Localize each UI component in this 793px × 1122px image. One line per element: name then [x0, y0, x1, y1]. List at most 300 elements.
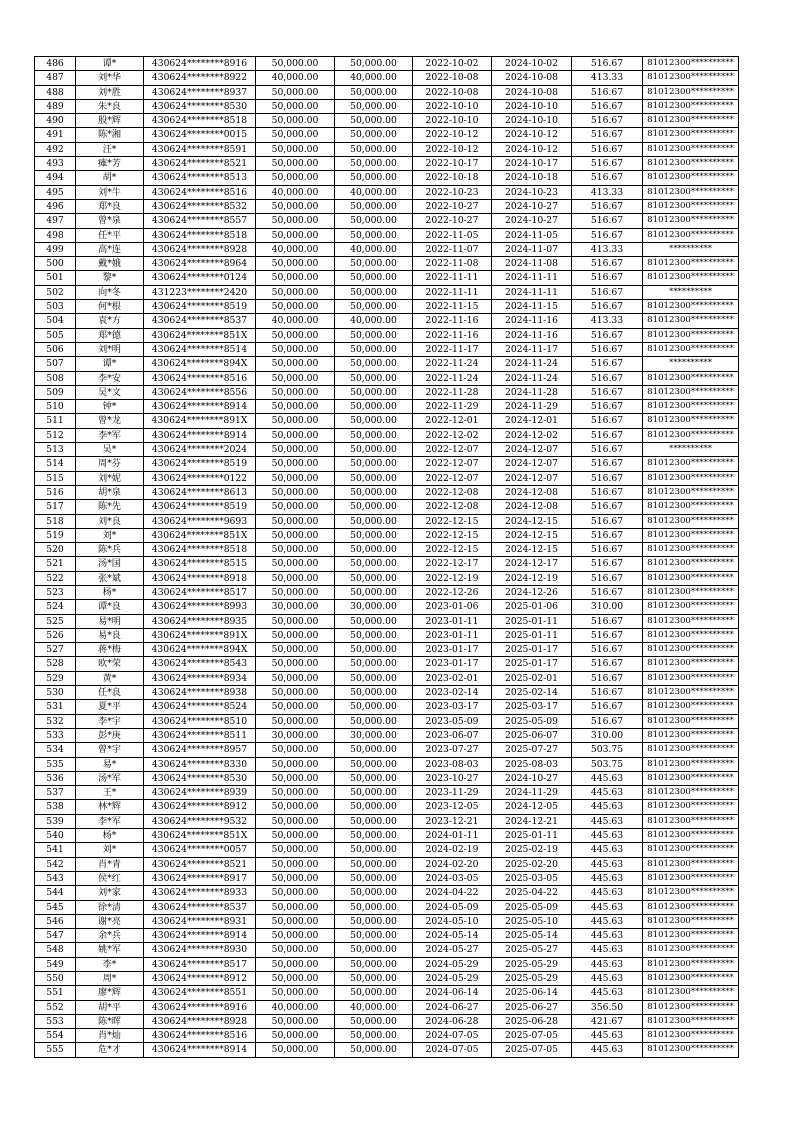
- account-cell: 81012300**********: [643, 929, 739, 943]
- end-date-cell: 2024-11-24: [492, 371, 572, 385]
- account-cell: 81012300**********: [643, 257, 739, 271]
- end-date-cell: 2024-10-02: [492, 57, 572, 71]
- interest-cell: 516.67: [572, 443, 643, 457]
- balance-cell: 50,000.00: [335, 1014, 413, 1028]
- loan-amount-cell: 50,000.00: [256, 585, 335, 599]
- id-number-cell: 430624********8928: [144, 1014, 256, 1028]
- account-cell: 81012300**********: [643, 914, 739, 928]
- id-number-cell: 430624********8916: [144, 1000, 256, 1014]
- id-number-cell: 430624********8518: [144, 114, 256, 128]
- name-cell: 陈*兵: [76, 543, 144, 557]
- name-cell: 任*平: [76, 228, 144, 242]
- table-row: [35, 271, 739, 285]
- id-number-cell: 430624********8543: [144, 657, 256, 671]
- name-cell: 高*连: [76, 242, 144, 256]
- start-date-cell: 2022-10-27: [413, 199, 492, 213]
- row-number: 518: [35, 514, 76, 528]
- end-date-cell: 2024-12-19: [492, 571, 572, 585]
- table-row: [35, 857, 739, 871]
- row-number: 509: [35, 385, 76, 399]
- end-date-cell: 2024-11-11: [492, 285, 572, 299]
- interest-cell: 516.67: [572, 371, 643, 385]
- interest-cell: 516.67: [572, 643, 643, 657]
- account-cell: 81012300**********: [643, 300, 739, 314]
- start-date-cell: 2024-06-28: [413, 1014, 492, 1028]
- table-row: [35, 714, 739, 728]
- end-date-cell: 2024-10-12: [492, 128, 572, 142]
- table-row: [35, 814, 739, 828]
- id-number-cell: 430624********8918: [144, 571, 256, 585]
- interest-cell: 516.67: [572, 585, 643, 599]
- table-row: [35, 300, 739, 314]
- interest-cell: 445.63: [572, 929, 643, 943]
- id-number-cell: 430624********8938: [144, 686, 256, 700]
- interest-cell: 516.67: [572, 114, 643, 128]
- end-date-cell: 2025-05-27: [492, 943, 572, 957]
- account-cell: **********: [643, 285, 739, 299]
- account-cell: 81012300**********: [643, 371, 739, 385]
- balance-cell: 50,000.00: [335, 628, 413, 642]
- row-number: 515: [35, 471, 76, 485]
- interest-cell: 516.67: [572, 171, 643, 185]
- account-cell: 81012300**********: [643, 857, 739, 871]
- id-number-cell: 430624********8521: [144, 157, 256, 171]
- table-row: [35, 500, 739, 514]
- account-cell: 81012300**********: [643, 471, 739, 485]
- account-cell: 81012300**********: [643, 700, 739, 714]
- balance-cell: 50,000.00: [335, 142, 413, 156]
- row-number: 496: [35, 199, 76, 213]
- row-number: 537: [35, 786, 76, 800]
- interest-cell: 445.63: [572, 957, 643, 971]
- account-cell: 81012300**********: [643, 428, 739, 442]
- table-row: [35, 1014, 739, 1028]
- account-cell: 81012300**********: [643, 972, 739, 986]
- interest-cell: 516.67: [572, 614, 643, 628]
- start-date-cell: 2024-05-29: [413, 972, 492, 986]
- end-date-cell: 2025-05-10: [492, 914, 572, 928]
- account-cell: 81012300**********: [643, 728, 739, 742]
- interest-cell: 516.67: [572, 686, 643, 700]
- start-date-cell: 2022-10-08: [413, 71, 492, 85]
- interest-cell: 516.67: [572, 628, 643, 642]
- interest-cell: 516.67: [572, 157, 643, 171]
- interest-cell: 516.67: [572, 471, 643, 485]
- name-cell: 蒋*梅: [76, 643, 144, 657]
- balance-cell: 50,000.00: [335, 57, 413, 71]
- name-cell: 彭*庚: [76, 728, 144, 742]
- account-cell: 81012300**********: [643, 1043, 739, 1057]
- balance-cell: 50,000.00: [335, 1029, 413, 1043]
- table-row: [35, 528, 739, 542]
- row-number: 523: [35, 585, 76, 599]
- start-date-cell: 2022-11-15: [413, 300, 492, 314]
- balance-cell: 50,000.00: [335, 671, 413, 685]
- interest-cell: 413.33: [572, 71, 643, 85]
- id-number-cell: 430624********8537: [144, 900, 256, 914]
- loan-amount-cell: 50,000.00: [256, 300, 335, 314]
- row-number: 534: [35, 743, 76, 757]
- name-cell: 汤*国: [76, 557, 144, 571]
- id-number-cell: 430624********0124: [144, 271, 256, 285]
- table-row: [35, 871, 739, 885]
- table-row: [35, 543, 739, 557]
- row-number: 530: [35, 686, 76, 700]
- interest-cell: 516.67: [572, 714, 643, 728]
- balance-cell: 50,000.00: [335, 199, 413, 213]
- loan-amount-cell: 50,000.00: [256, 99, 335, 113]
- balance-cell: 50,000.00: [335, 157, 413, 171]
- table-row: [35, 829, 739, 843]
- interest-cell: 445.63: [572, 914, 643, 928]
- end-date-cell: 2025-05-14: [492, 929, 572, 943]
- loan-amount-cell: 50,000.00: [256, 214, 335, 228]
- end-date-cell: 2025-01-17: [492, 657, 572, 671]
- loan-amount-cell: 50,000.00: [256, 886, 335, 900]
- interest-cell: 445.63: [572, 943, 643, 957]
- interest-cell: 445.63: [572, 786, 643, 800]
- start-date-cell: 2022-10-10: [413, 99, 492, 113]
- account-cell: 81012300**********: [643, 485, 739, 499]
- account-cell: 81012300**********: [643, 829, 739, 843]
- end-date-cell: 2024-11-11: [492, 271, 572, 285]
- table-row: [35, 986, 739, 1000]
- table-row: [35, 686, 739, 700]
- row-number: 511: [35, 414, 76, 428]
- loan-amount-cell: 50,000.00: [256, 700, 335, 714]
- start-date-cell: 2022-11-08: [413, 257, 492, 271]
- interest-cell: 310.00: [572, 728, 643, 742]
- start-date-cell: 2022-11-24: [413, 371, 492, 385]
- id-number-cell: 430624********8532: [144, 199, 256, 213]
- loan-amount-cell: 40,000.00: [256, 314, 335, 328]
- table-row: [35, 514, 739, 528]
- end-date-cell: 2025-06-27: [492, 1000, 572, 1014]
- account-cell: 81012300**********: [643, 671, 739, 685]
- row-number: 522: [35, 571, 76, 585]
- name-cell: 林*辉: [76, 800, 144, 814]
- end-date-cell: 2024-12-15: [492, 514, 572, 528]
- end-date-cell: 2024-12-07: [492, 471, 572, 485]
- interest-cell: 413.33: [572, 185, 643, 199]
- balance-cell: 50,000.00: [335, 871, 413, 885]
- table-row: [35, 557, 739, 571]
- start-date-cell: 2022-12-15: [413, 514, 492, 528]
- table-row: [35, 471, 739, 485]
- loan-amount-cell: 50,000.00: [256, 342, 335, 356]
- loan-amount-cell: 50,000.00: [256, 157, 335, 171]
- row-number: 524: [35, 600, 76, 614]
- id-number-cell: 430624********8517: [144, 585, 256, 599]
- table-row: [35, 657, 739, 671]
- end-date-cell: 2024-12-15: [492, 528, 572, 542]
- start-date-cell: 2022-12-07: [413, 471, 492, 485]
- end-date-cell: 2024-11-29: [492, 400, 572, 414]
- interest-cell: 516.67: [572, 700, 643, 714]
- table-row: [35, 671, 739, 685]
- row-number: 517: [35, 500, 76, 514]
- id-number-cell: 430624********0057: [144, 843, 256, 857]
- id-number-cell: 430624********8330: [144, 757, 256, 771]
- row-number: 508: [35, 371, 76, 385]
- balance-cell: 50,000.00: [335, 428, 413, 442]
- name-cell: 吴*: [76, 443, 144, 457]
- account-cell: 81012300**********: [643, 1029, 739, 1043]
- end-date-cell: 2025-06-14: [492, 986, 572, 1000]
- name-cell: 戴*娥: [76, 257, 144, 271]
- row-number: 497: [35, 214, 76, 228]
- start-date-cell: 2024-01-11: [413, 829, 492, 843]
- balance-cell: 50,000.00: [335, 85, 413, 99]
- id-number-cell: 430624********8964: [144, 257, 256, 271]
- start-date-cell: 2024-03-05: [413, 871, 492, 885]
- end-date-cell: 2025-05-29: [492, 957, 572, 971]
- name-cell: 刘*: [76, 843, 144, 857]
- balance-cell: 50,000.00: [335, 257, 413, 271]
- start-date-cell: 2024-05-09: [413, 900, 492, 914]
- loan-amount-cell: 50,000.00: [256, 257, 335, 271]
- table-row: [35, 728, 739, 742]
- interest-cell: 516.67: [572, 300, 643, 314]
- end-date-cell: 2025-04-22: [492, 886, 572, 900]
- loan-amount-cell: 50,000.00: [256, 371, 335, 385]
- balance-cell: 50,000.00: [335, 485, 413, 499]
- loan-amount-cell: 50,000.00: [256, 686, 335, 700]
- loan-amount-cell: 50,000.00: [256, 657, 335, 671]
- loan-amount-cell: 50,000.00: [256, 543, 335, 557]
- table-row: [35, 57, 739, 71]
- table-row: [35, 400, 739, 414]
- account-cell: 81012300**********: [643, 57, 739, 71]
- row-number: 553: [35, 1014, 76, 1028]
- id-number-cell: 430624********8551: [144, 986, 256, 1000]
- account-cell: 81012300**********: [643, 686, 739, 700]
- id-number-cell: 430624********894X: [144, 643, 256, 657]
- start-date-cell: 2022-10-12: [413, 142, 492, 156]
- account-cell: 81012300**********: [643, 757, 739, 771]
- id-number-cell: 430624********8613: [144, 485, 256, 499]
- name-cell: 黄*: [76, 671, 144, 685]
- name-cell: 易*良: [76, 628, 144, 642]
- start-date-cell: 2022-10-08: [413, 85, 492, 99]
- id-number-cell: 430624********8914: [144, 428, 256, 442]
- id-number-cell: 430624********851X: [144, 528, 256, 542]
- row-number: 505: [35, 328, 76, 342]
- end-date-cell: 2024-10-27: [492, 214, 572, 228]
- id-number-cell: 430624********8516: [144, 1029, 256, 1043]
- loan-amount-cell: 50,000.00: [256, 900, 335, 914]
- start-date-cell: 2023-06-07: [413, 728, 492, 742]
- name-cell: 杨*: [76, 585, 144, 599]
- balance-cell: 50,000.00: [335, 528, 413, 542]
- row-number: 486: [35, 57, 76, 71]
- account-cell: 81012300**********: [643, 199, 739, 213]
- interest-cell: 445.63: [572, 857, 643, 871]
- name-cell: 袁*方: [76, 314, 144, 328]
- row-number: 541: [35, 843, 76, 857]
- loan-amount-cell: 50,000.00: [256, 171, 335, 185]
- start-date-cell: 2022-11-24: [413, 357, 492, 371]
- table-row: [35, 600, 739, 614]
- end-date-cell: 2024-12-08: [492, 500, 572, 514]
- id-number-cell: 430624********851X: [144, 328, 256, 342]
- start-date-cell: 2024-04-22: [413, 886, 492, 900]
- interest-cell: 413.33: [572, 314, 643, 328]
- end-date-cell: 2025-07-05: [492, 1043, 572, 1057]
- row-number: 545: [35, 900, 76, 914]
- start-date-cell: 2022-10-23: [413, 185, 492, 199]
- name-cell: 胡*: [76, 171, 144, 185]
- balance-cell: 50,000.00: [335, 829, 413, 843]
- name-cell: 易*明: [76, 614, 144, 628]
- loan-amount-cell: 50,000.00: [256, 85, 335, 99]
- name-cell: 刘*胜: [76, 85, 144, 99]
- name-cell: 李*安: [76, 371, 144, 385]
- account-cell: 81012300**********: [643, 414, 739, 428]
- name-cell: 侯*红: [76, 871, 144, 885]
- start-date-cell: 2022-11-17: [413, 342, 492, 356]
- start-date-cell: 2022-12-19: [413, 571, 492, 585]
- start-date-cell: 2024-07-05: [413, 1029, 492, 1043]
- end-date-cell: 2024-12-21: [492, 814, 572, 828]
- balance-cell: 40,000.00: [335, 185, 413, 199]
- row-number: 548: [35, 943, 76, 957]
- row-number: 552: [35, 1000, 76, 1014]
- end-date-cell: 2025-01-06: [492, 600, 572, 614]
- row-number: 495: [35, 185, 76, 199]
- end-date-cell: 2024-11-15: [492, 300, 572, 314]
- loan-amount-cell: 50,000.00: [256, 271, 335, 285]
- row-number: 503: [35, 300, 76, 314]
- loan-amount-cell: 50,000.00: [256, 114, 335, 128]
- loan-amount-cell: 50,000.00: [256, 400, 335, 414]
- start-date-cell: 2022-10-18: [413, 171, 492, 185]
- balance-cell: 40,000.00: [335, 242, 413, 256]
- start-date-cell: 2022-11-29: [413, 400, 492, 414]
- table-row: [35, 914, 739, 928]
- loan-amount-cell: 50,000.00: [256, 757, 335, 771]
- table-row: [35, 743, 739, 757]
- loan-amount-cell: 50,000.00: [256, 1014, 335, 1028]
- account-cell: 81012300**********: [643, 457, 739, 471]
- table-row: [35, 314, 739, 328]
- start-date-cell: 2023-02-14: [413, 686, 492, 700]
- end-date-cell: 2025-01-11: [492, 614, 572, 628]
- row-number: 516: [35, 485, 76, 499]
- balance-cell: 50,000.00: [335, 342, 413, 356]
- name-cell: 刘*良: [76, 514, 144, 528]
- interest-cell: 516.67: [572, 543, 643, 557]
- row-number: 487: [35, 71, 76, 85]
- balance-cell: 50,000.00: [335, 171, 413, 185]
- name-cell: 向*冬: [76, 285, 144, 299]
- name-cell: 陈*湘: [76, 128, 144, 142]
- table-row: [35, 571, 739, 585]
- interest-cell: 516.67: [572, 57, 643, 71]
- row-number: 512: [35, 428, 76, 442]
- start-date-cell: 2023-08-03: [413, 757, 492, 771]
- name-cell: 何*根: [76, 300, 144, 314]
- id-number-cell: 430624********8930: [144, 943, 256, 957]
- id-number-cell: 430624********2024: [144, 443, 256, 457]
- account-cell: 81012300**********: [643, 114, 739, 128]
- table-row: [35, 1029, 739, 1043]
- balance-cell: 50,000.00: [335, 557, 413, 571]
- loan-amount-cell: 50,000.00: [256, 57, 335, 71]
- start-date-cell: 2023-12-21: [413, 814, 492, 828]
- name-cell: 李*宇: [76, 714, 144, 728]
- balance-cell: 40,000.00: [335, 314, 413, 328]
- loan-amount-cell: 50,000.00: [256, 571, 335, 585]
- loan-amount-cell: 50,000.00: [256, 972, 335, 986]
- id-number-cell: 430624********8510: [144, 714, 256, 728]
- start-date-cell: 2024-02-19: [413, 843, 492, 857]
- end-date-cell: 2024-12-05: [492, 800, 572, 814]
- loan-amount-cell: 50,000.00: [256, 929, 335, 943]
- interest-cell: 516.67: [572, 457, 643, 471]
- table-row: [35, 943, 739, 957]
- table-row: [35, 786, 739, 800]
- id-number-cell: 430624********8928: [144, 242, 256, 256]
- start-date-cell: 2024-06-27: [413, 1000, 492, 1014]
- loan-amount-cell: 50,000.00: [256, 943, 335, 957]
- end-date-cell: 2025-01-11: [492, 628, 572, 642]
- loan-amount-cell: 50,000.00: [256, 643, 335, 657]
- loan-amount-cell: 30,000.00: [256, 600, 335, 614]
- account-cell: 81012300**********: [643, 571, 739, 585]
- loan-amount-cell: 50,000.00: [256, 128, 335, 142]
- account-cell: 81012300**********: [643, 171, 739, 185]
- start-date-cell: 2023-01-17: [413, 657, 492, 671]
- table-row: [35, 929, 739, 943]
- end-date-cell: 2024-11-05: [492, 228, 572, 242]
- loan-amount-cell: 50,000.00: [256, 414, 335, 428]
- name-cell: 李*军: [76, 428, 144, 442]
- end-date-cell: 2024-10-27: [492, 199, 572, 213]
- name-cell: 危*才: [76, 1043, 144, 1057]
- end-date-cell: 2025-02-20: [492, 857, 572, 871]
- start-date-cell: 2022-11-16: [413, 314, 492, 328]
- balance-cell: 50,000.00: [335, 1043, 413, 1057]
- row-number: 551: [35, 986, 76, 1000]
- row-number: 491: [35, 128, 76, 142]
- interest-cell: 310.00: [572, 600, 643, 614]
- id-number-cell: 430624********0015: [144, 128, 256, 142]
- start-date-cell: 2024-07-05: [413, 1043, 492, 1057]
- table-row: [35, 443, 739, 457]
- id-number-cell: 430624********0122: [144, 471, 256, 485]
- name-cell: 殷*辉: [76, 114, 144, 128]
- account-cell: 81012300**********: [643, 585, 739, 599]
- row-number: 532: [35, 714, 76, 728]
- id-number-cell: 430624********9693: [144, 514, 256, 528]
- id-number-cell: 430624********8957: [144, 743, 256, 757]
- balance-cell: 50,000.00: [335, 271, 413, 285]
- balance-cell: 50,000.00: [335, 457, 413, 471]
- loan-amount-cell: 50,000.00: [256, 628, 335, 642]
- end-date-cell: 2024-10-10: [492, 99, 572, 113]
- balance-cell: 50,000.00: [335, 543, 413, 557]
- interest-cell: 503.75: [572, 743, 643, 757]
- end-date-cell: 2025-07-05: [492, 1029, 572, 1043]
- name-cell: 易*: [76, 757, 144, 771]
- end-date-cell: 2024-12-07: [492, 457, 572, 471]
- end-date-cell: 2024-10-27: [492, 771, 572, 785]
- name-cell: 汪*: [76, 142, 144, 156]
- interest-cell: 445.63: [572, 800, 643, 814]
- id-number-cell: 430624********8524: [144, 700, 256, 714]
- table-row: [35, 199, 739, 213]
